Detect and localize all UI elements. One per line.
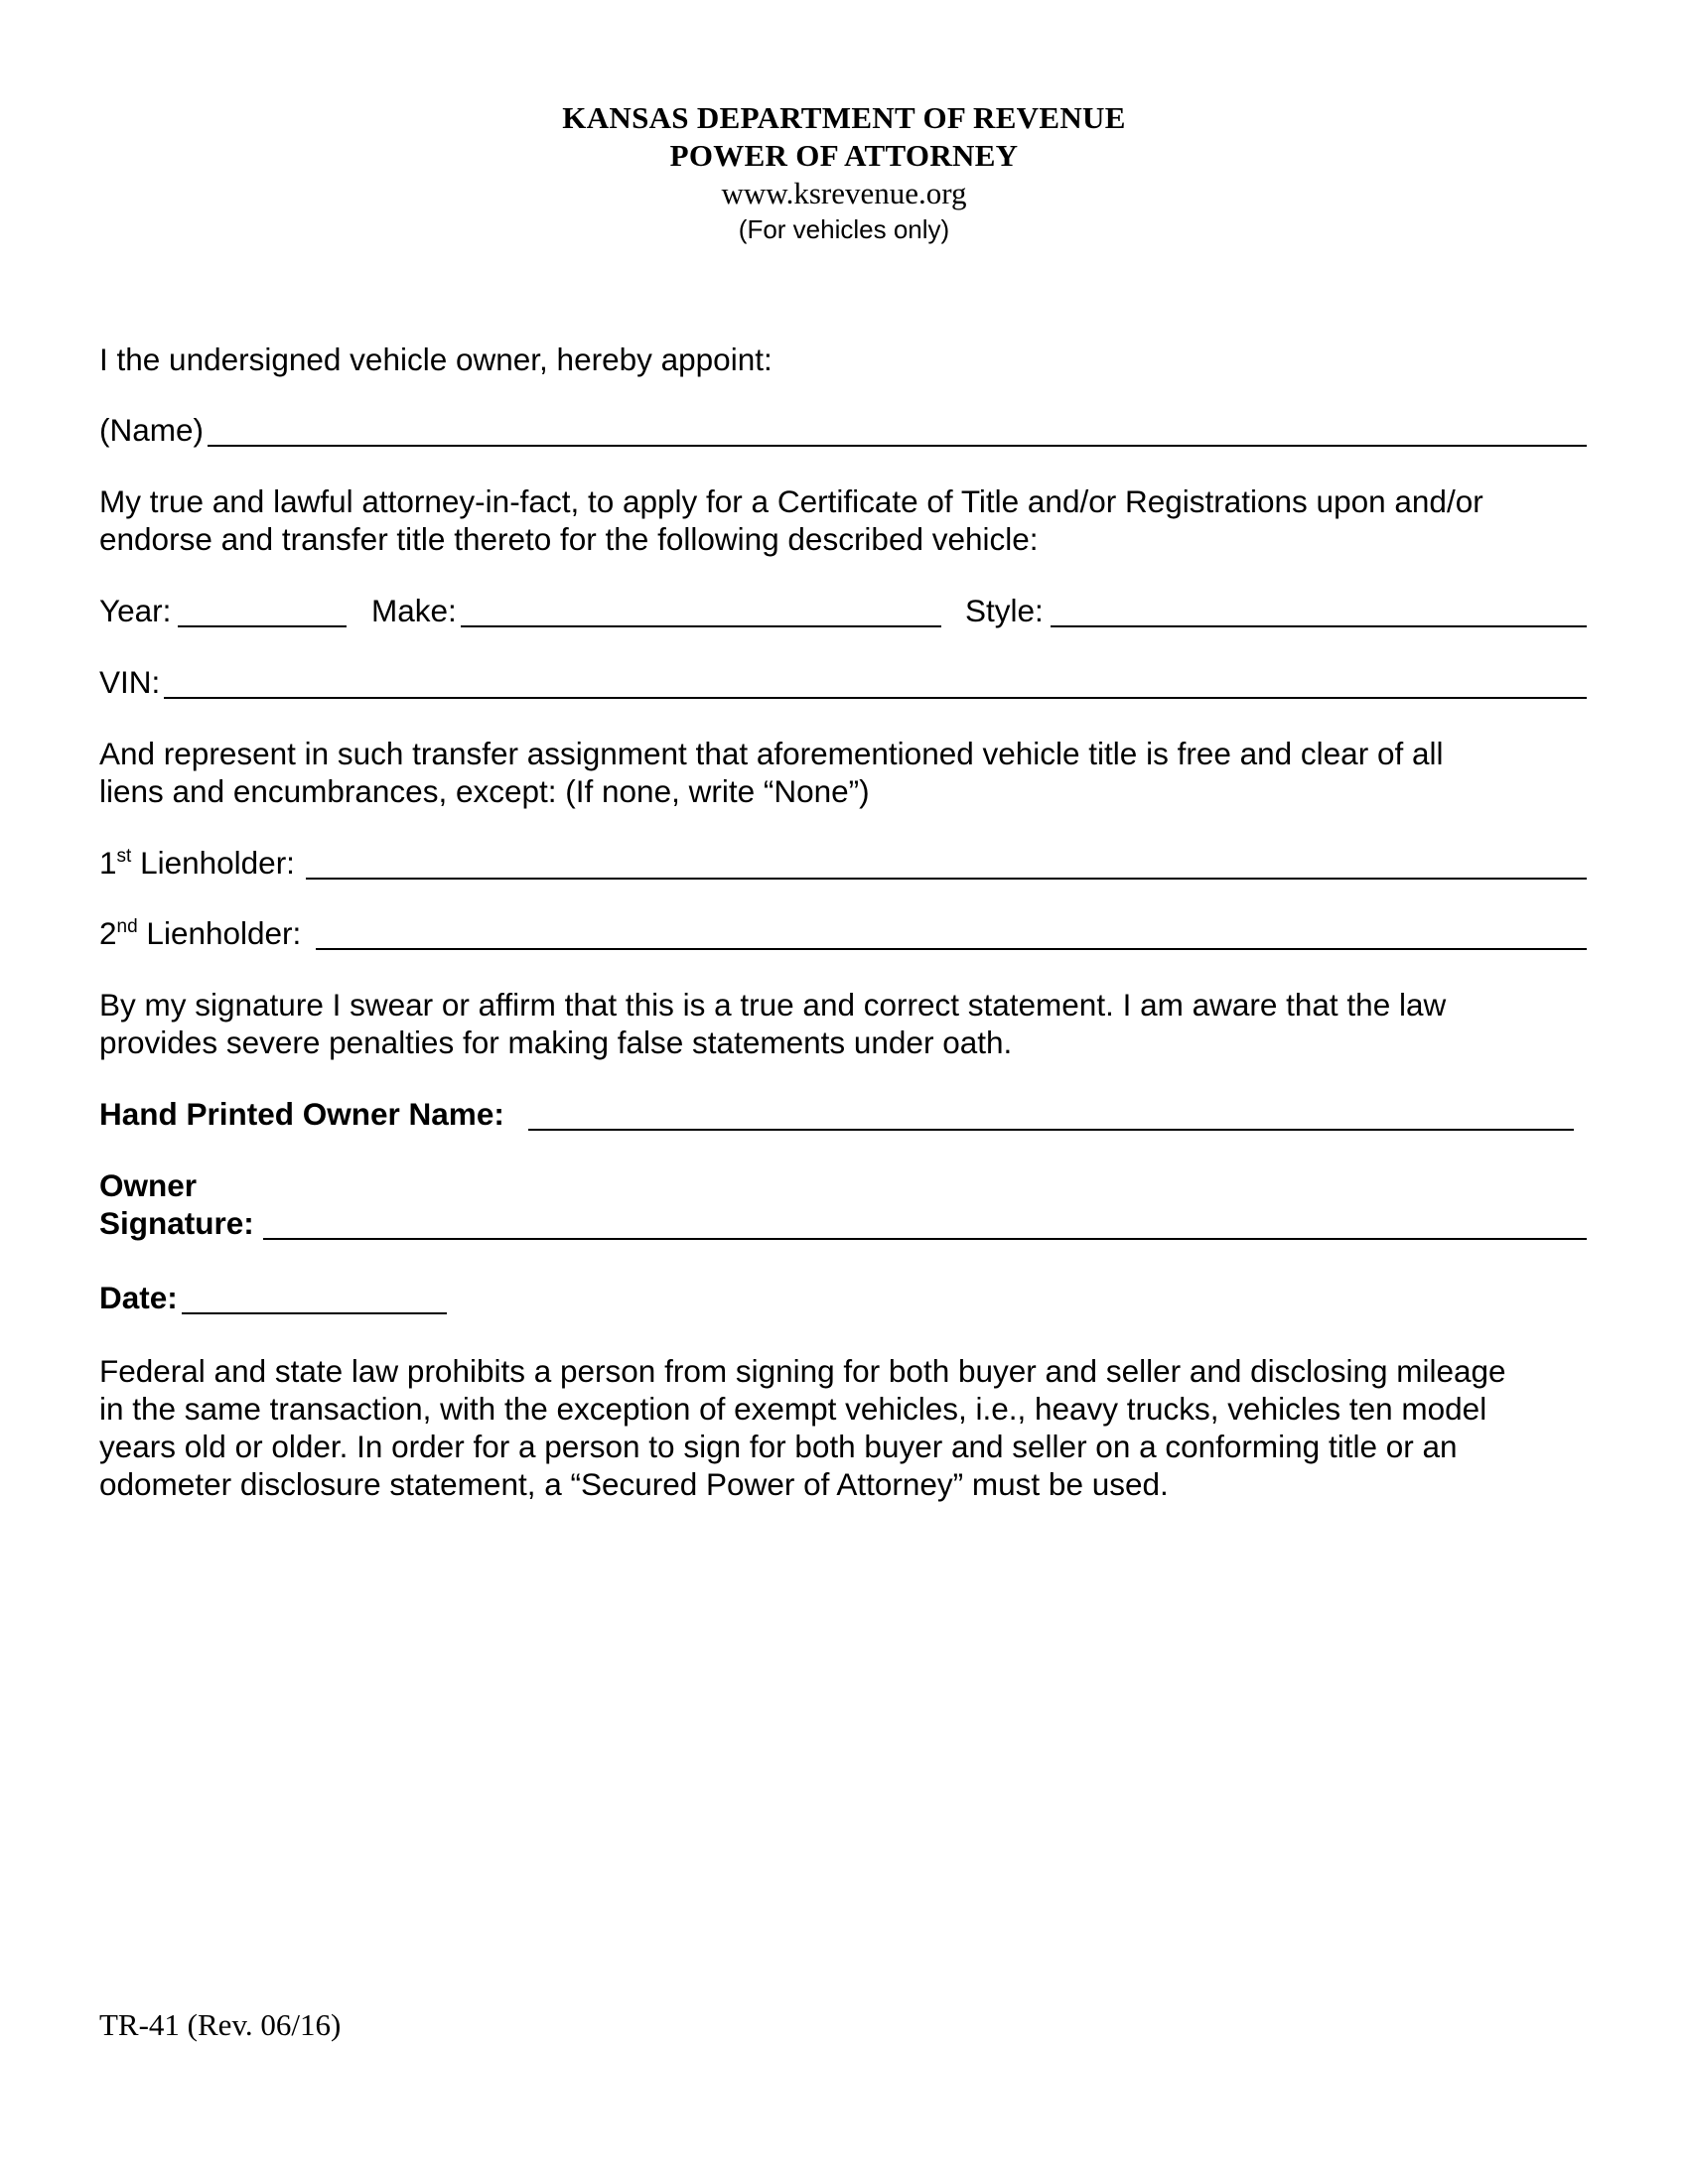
- date-field[interactable]: [182, 1312, 447, 1314]
- vin-label: VIN:: [99, 664, 161, 700]
- signature-field[interactable]: [263, 1238, 1587, 1240]
- attorney-paragraph-line-2: endorse and transfer title thereto for the following described vehicle:: [99, 521, 1039, 557]
- make-field[interactable]: [461, 625, 941, 627]
- printed-name-field[interactable]: [528, 1129, 1574, 1131]
- oath-paragraph-line-1: By my signature I swear or affirm that this is a true and correct statement. I am aware that the law: [99, 987, 1447, 1023]
- oath-paragraph-line-2: provides severe penalties for making false statements under oath.: [99, 1024, 1013, 1060]
- lienholder-1-ordinal: st: [116, 846, 132, 867]
- lienholder-2-label: [99, 914, 301, 952]
- lienholder-1-text: Lienholder:: [131, 845, 295, 881]
- website-link[interactable]: www.ksrevenue.org: [721, 176, 967, 210]
- liens-paragraph-line-1: And represent in such transfer assignment that aforementioned vehicle title is free and clear of all: [99, 736, 1444, 771]
- agency-name: KANSAS DEPARTMENT OF REVENUE: [562, 100, 1126, 135]
- lienholder-2-ordinal: nd: [116, 916, 138, 937]
- lienholder-1-label: [99, 844, 295, 882]
- form-title: POWER OF ATTORNEY: [669, 138, 1019, 173]
- year-field[interactable]: [178, 625, 347, 627]
- name-field[interactable]: [208, 445, 1587, 447]
- date-label: Date:: [99, 1280, 178, 1315]
- year-label: Year:: [99, 593, 172, 628]
- attorney-paragraph-line-1: My true and lawful attorney-in-fact, to apply for a Certificate of Title and/or Registrations upon and/or: [99, 483, 1483, 519]
- lienholder-2-number: 2: [99, 915, 117, 951]
- appoint-statement: I the undersigned vehicle owner, hereby appoint:: [99, 341, 773, 377]
- form-number: TR-41 (Rev. 06/16): [99, 2007, 342, 2042]
- federal-law-line-2: in the same transaction, with the exception of exempt vehicles, i.e., heavy trucks, vehicles ten model: [99, 1391, 1487, 1427]
- name-label: (Name): [99, 412, 205, 448]
- federal-law-line-4: odometer disclosure statement, a “Secured Power of Attorney” must be used.: [99, 1466, 1169, 1502]
- lienholder-2-field[interactable]: [316, 948, 1587, 950]
- vin-field[interactable]: [164, 697, 1587, 699]
- federal-law-line-3: years old or older. In order for a person to sign for both buyer and seller on a conforming title or an: [99, 1429, 1458, 1464]
- signature-label: Signature:: [99, 1205, 254, 1241]
- owner-label: Owner: [99, 1167, 198, 1203]
- lienholder-1-number: 1: [99, 845, 117, 881]
- style-field[interactable]: [1051, 625, 1587, 627]
- make-label: Make:: [371, 593, 457, 628]
- lienholder-1-field[interactable]: [306, 878, 1587, 880]
- liens-paragraph-line-2: liens and encumbrances, except: (If none, write “None”): [99, 773, 870, 809]
- printed-name-label: Hand Printed Owner Name:: [99, 1096, 504, 1132]
- style-label: Style:: [965, 593, 1044, 628]
- federal-law-line-1: Federal and state law prohibits a person from signing for both buyer and seller and disclosing mileage: [99, 1353, 1506, 1389]
- scope-note: (For vehicles only): [738, 214, 950, 244]
- lienholder-2-text: Lienholder:: [137, 915, 302, 951]
